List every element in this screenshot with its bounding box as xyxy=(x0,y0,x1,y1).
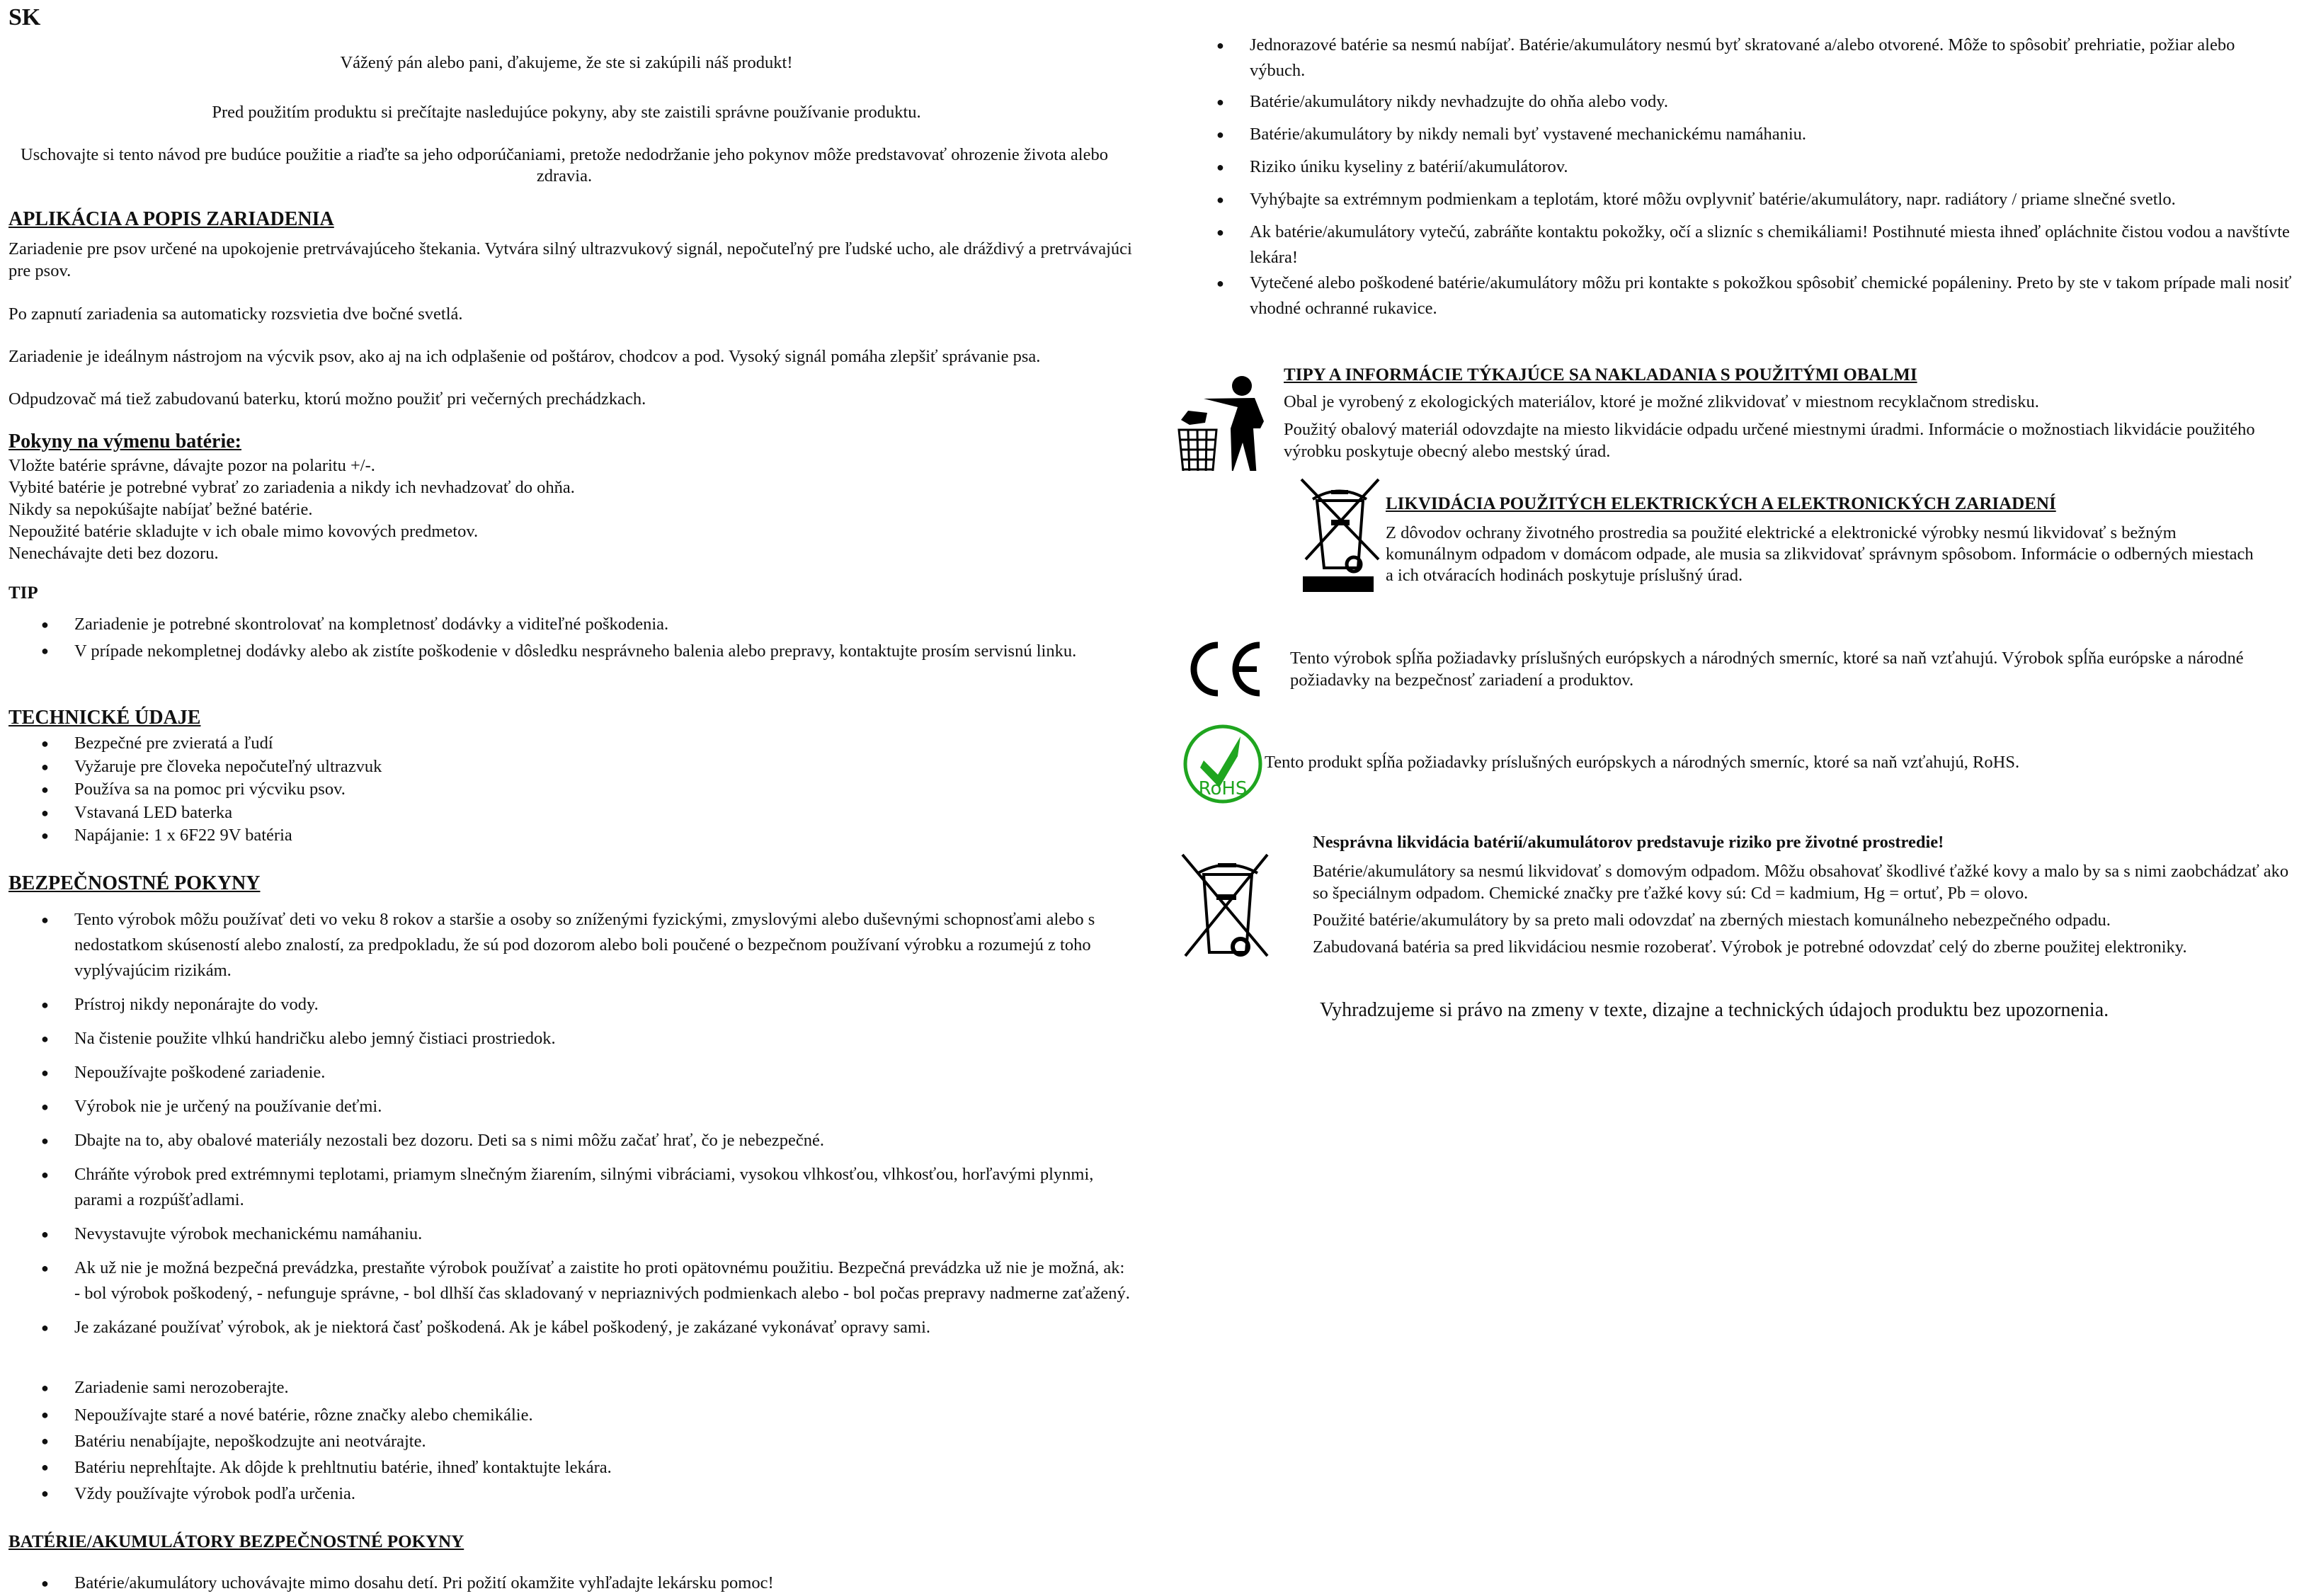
battery-disposal-line: Použité batérie/akumulátory by sa preto mali odovzdať na zberných miestach komunálneho nebezpečného odpadu. xyxy=(1313,911,2111,930)
safety-list xyxy=(0,907,1133,1349)
language-label: SK xyxy=(8,4,41,30)
tidy-man-icon xyxy=(1175,365,1264,471)
list-item: ● Bezpečné pre zvieratá a ľudí xyxy=(0,732,1126,756)
list-item: ● Dbajte na to, aby obalové materiály nezostali bez dozoru. Deti sa s nimi môžu začať hrať, čo je nebezpečné. xyxy=(0,1128,1133,1153)
battery-safety-heading: BATÉRIE/AKUMULÁTORY BEZPEČNOSTNÉ POKYNY xyxy=(8,1532,464,1551)
battery-replacement-line: Nikdy sa nepokúšajte nabíjať bežné batérie. xyxy=(8,500,313,519)
tip-heading: TIP xyxy=(8,583,38,603)
list-item: ● Výrobok nie je určený na používanie deťmi. xyxy=(0,1094,1133,1119)
list-item: ● Batérie/akumulátory uchovávajte mimo dosahu detí. Pri požití okamžite vyhľadajte lekársku pomoc! xyxy=(0,1571,1133,1596)
list-item: ● Vytečené alebo poškodené batérie/akumulátory môžu pri kontakte s pokožkou spôsobiť chemické popáleniny. Preto by ste v takom prípade mali nosiť vhodné ochranné rukavice. xyxy=(1175,270,2294,321)
list-item: ● Batériu nenabíjajte, nepoškodzujte ani neotvárajte. xyxy=(0,1428,1133,1454)
battery-replacement-heading: Pokyny na výmenu batérie: xyxy=(8,431,241,452)
battery-replacement-line: Vložte batérie správne, dávajte pozor na polaritu +/-. xyxy=(8,456,375,475)
list-item: ● Nepoužívajte poškodené zariadenie. xyxy=(0,1060,1133,1085)
rohs-icon xyxy=(1182,724,1264,805)
list-item: ● Riziko úniku kyseliny z batérií/akumulátorov. xyxy=(1175,154,2294,180)
battery-replacement-line: Vybité batérie je potrebné vybrať zo zariadenia a nikdy ich nevhadzovať do ohňa. xyxy=(8,478,575,497)
list-item: ● V prípade nekompletnej dodávky alebo ak zistíte poškodenie v dôsledku nesprávneho balenia alebo prepravy, kontaktujte prosím servisnú linku. xyxy=(0,640,1126,662)
tip-list xyxy=(0,612,1126,671)
intro-read-instructions: Pred použitím produktu si prečítajte nasledujúce pokyny, aby ste zaistili správne používanie produktu. xyxy=(212,103,921,122)
list-item: ● Zariadenie sami nerozoberajte. xyxy=(0,1374,1133,1402)
list-item: ● Zariadenie je potrebné skontrolovať na kompletnosť dodávky a viditeľné poškodenia. xyxy=(0,612,1126,637)
list-item: ● Jednorazové batérie sa nesmú nabíjať. Batérie/akumulátory nesmú byť skratované a/alebo otvorené. Môže to spôsobiť prehriatie, požiar alebo výbuch. xyxy=(1175,33,2294,84)
list-item: ● Ak batérie/akumulátory vytečú, zabráňte kontaktu pokožky, očí a slizníc s chemikáliami! Postihnuté miesta ihneď opláchnite čistou vodou a navštívte lekára! xyxy=(1175,220,2294,270)
technical-heading: TECHNICKÉ ÚDAJE xyxy=(8,707,201,729)
battery-disposal-line: Zabudovaná batéria sa pred likvidáciou nesmie rozoberať. Výrobok je potrebné odovzdať celý do zberne použitej elektroniky. xyxy=(1313,937,2187,957)
battery-safety-list-right xyxy=(1175,33,2294,321)
ce-text: Tento výrobok spĺňa požiadavky príslušných európskych a národných smerníc, ktoré sa naň vzťahujú. Výrobok spĺňa európske a národné požiadavky na bezpečnosť zariadení a produktov. xyxy=(1290,649,2244,690)
safety-heading: BEZPEČNOSTNÉ POKYNY xyxy=(8,872,261,894)
list-item: ● Chráňte výrobok pred extrémnymi teplotami, priamym slnečným žiarením, silnými vibráciami, vysokou vlhkosťou, vlhkosťou, horľavými plynmi, parami a rozpúšťadlami. xyxy=(0,1162,1133,1213)
rohs-label: RoHS xyxy=(1198,778,1248,799)
list-item: ● Na čistenie použite vlhkú handričku alebo jemný čistiaci prostriedok. xyxy=(0,1026,1133,1051)
battery-disposal-heading: Nesprávna likvidácia batérií/akumulátorov predstavuje riziko pre životné prostredie! xyxy=(1313,833,1944,852)
list-item: ● Nevystavujte výrobok mechanickému namáhaniu. xyxy=(0,1221,1133,1247)
intro-keep-manual: Uschovajte si tento návod pre budúce použitie a riaďte sa jeho odporúčaniami, pretože nedodržanie jeho pokynov môže predstavovať ohrozenie života alebo zdravia. xyxy=(21,145,1108,186)
packaging-line: Použitý obalový materiál odovzdajte na miesto likvidácie odpadu určené miestnymi úradmi. Informácie o možnostiach likvidácie použitého výrobku poskytuje obecný alebo mestský úrad. xyxy=(1284,420,2255,461)
battery-replacement-line: Nenechávajte deti bez dozoru. xyxy=(8,544,219,563)
list-item: ● Batériu neprehĺtajte. Ak dôjde k prehltnutiu batérie, ihneď kontaktujte lekára. xyxy=(0,1454,1133,1481)
weee-heading: LIKVIDÁCIA POUŽITÝCH ELEKTRICKÝCH A ELEKTRONICKÝCH ZARIADENÍ xyxy=(1386,494,2056,513)
battery-replacement-line: Nepoužité batérie skladujte v ich obale mimo kovových predmetov. xyxy=(8,522,479,541)
application-paragraph: Odpudzovač má tiež zabudovanú baterku, ktorú možno použiť pri večerných prechádzkach. xyxy=(8,389,646,409)
weee-text: Z dôvodov ochrany životného prostredia sa použité elektrické a elektronické výrobky nesmú likvidovať s bežným komunálnym odpadom v domácom odpade, ale musia sa zlikvidovať správnym spôsobom. Informácie o odberných miestach a ich otváracích hodinách poskytuje príslušný úrad. xyxy=(1386,523,2254,585)
crossed-bin-icon xyxy=(1296,476,1388,600)
list-item: ● Ak už nie je možná bezpečná prevádzka, prestaňte výrobok používať a zaistite ho proti opätovnému použitiu. Bezpečná prevádzka už nie je možná, ak: - bol výrobok poškodený, - nefunguje správne, - bol dlhší čas skladovaný v nepriaznivých podmienkach alebo - bol počas prepravy nadmerne zaťažený. xyxy=(0,1255,1133,1306)
packaging-line: Obal je vyrobený z ekologických materiálov, ktoré je možné zlikvidovať v miestnom recyklačnom stredisku. xyxy=(1284,392,2039,411)
crossed-bin-icon xyxy=(1175,853,1278,970)
application-heading: APLIKÁCIA A POPIS ZARIADENIA xyxy=(8,208,334,230)
rohs-text: Tento produkt spĺňa požiadavky príslušných európskych a národných smerníc, ktoré sa naň vzťahujú, RoHS. xyxy=(1265,753,2020,772)
list-item: ● Nepoužívajte staré a nové batérie, rôzne značky alebo chemikálie. xyxy=(0,1402,1133,1428)
list-item: ● Vyžaruje pre človeka nepočuteľný ultrazvuk xyxy=(0,756,1126,779)
list-item: ● Vždy používajte výrobok podľa určenia. xyxy=(0,1481,1133,1507)
list-item: ● Batérie/akumulátory by nikdy nemali byť vystavené mechanickému namáhaniu. xyxy=(1175,122,2294,147)
battery-replacement-lines xyxy=(8,455,1134,564)
application-paragraph: Zariadenie pre psov určené na upokojenie pretrvávajúceho štekania. Vytvára silný ultrazvukový signál, nepočuteľný pre ľudské ucho, ale dráždivý a pretrvávajúci pre psov. xyxy=(8,239,1132,280)
list-item: ● Prístroj nikdy neponárajte do vody. xyxy=(0,992,1133,1018)
list-item: ● Vyhýbajte sa extrémnym podmienkam a teplotám, ktoré môžu ovplyvniť batérie/akumulátory, napr. radiátory / priame slnečné svetlo. xyxy=(1175,187,2294,212)
technical-list xyxy=(0,732,1126,848)
list-item: ● Vstavaná LED baterka xyxy=(0,802,1126,825)
list-item: ● Batérie/akumulátory nikdy nevhadzujte do ohňa alebo vody. xyxy=(1175,89,2294,115)
application-paragraph: Zariadenie je ideálnym nástrojom na výcvik psov, ako aj na ich odplašenie od poštárov, chodcov a pod. Vysoký signál pomáha zlepšiť správanie psa. xyxy=(8,347,1041,366)
application-paragraph: Po zapnutí zariadenia sa automaticky rozsvietia dve bočné svetlá. xyxy=(8,304,463,324)
list-item: ● Tento výrobok môžu používať deti vo veku 8 rokov a staršie a osoby so zníženými fyzickými, zmyslovými alebo duševnými schopnosťami alebo s nedostatkom skúseností alebo znalostí, za predpokladu, že sú pod dozorom alebo boli poučené o bezpečnom používaní výrobku a rozumejú z toho vyplývajúcim rizikám. xyxy=(0,907,1133,984)
list-item: ● Je zakázané používať výrobok, ak je niektorá časť poškodená. Ak je kábel poškodený, je zakázané vykonávať opravy sami. xyxy=(0,1315,1133,1340)
battery-disposal-line: Batérie/akumulátory sa nesmú likvidovať s domovým odpadom. Môžu obsahovať škodlivé ťažké kovy a malo by sa s nimi zaobchádzať ako so špeciálnym odpadom. Chemické značky pre ťažké kovy sú: Cd = kadmium, Hg = ortuť, Pb = olovo. xyxy=(1313,862,2289,903)
battery-safety-list-left xyxy=(0,1571,1133,1596)
list-item: ● Napájanie: 1 x 6F22 9V batéria xyxy=(0,824,1126,848)
disclaimer: Vyhradzujeme si právo na zmeny v texte, dizajne a technických údajoch produktu bez upozornenia. xyxy=(1320,999,2109,1021)
intro-greeting: Vážený pán alebo pani, ďakujeme, že ste si zakúpili náš produkt! xyxy=(340,53,793,72)
safety-list-battery xyxy=(0,1374,1133,1507)
ce-mark-icon xyxy=(1186,641,1264,697)
list-item: ● Používa sa na pomoc pri výcviku psov. xyxy=(0,778,1126,802)
packaging-heading: TIPY A INFORMÁCIE TÝKAJÚCE SA NAKLADANIA S POUŽITÝMI OBALMI xyxy=(1284,365,1917,384)
